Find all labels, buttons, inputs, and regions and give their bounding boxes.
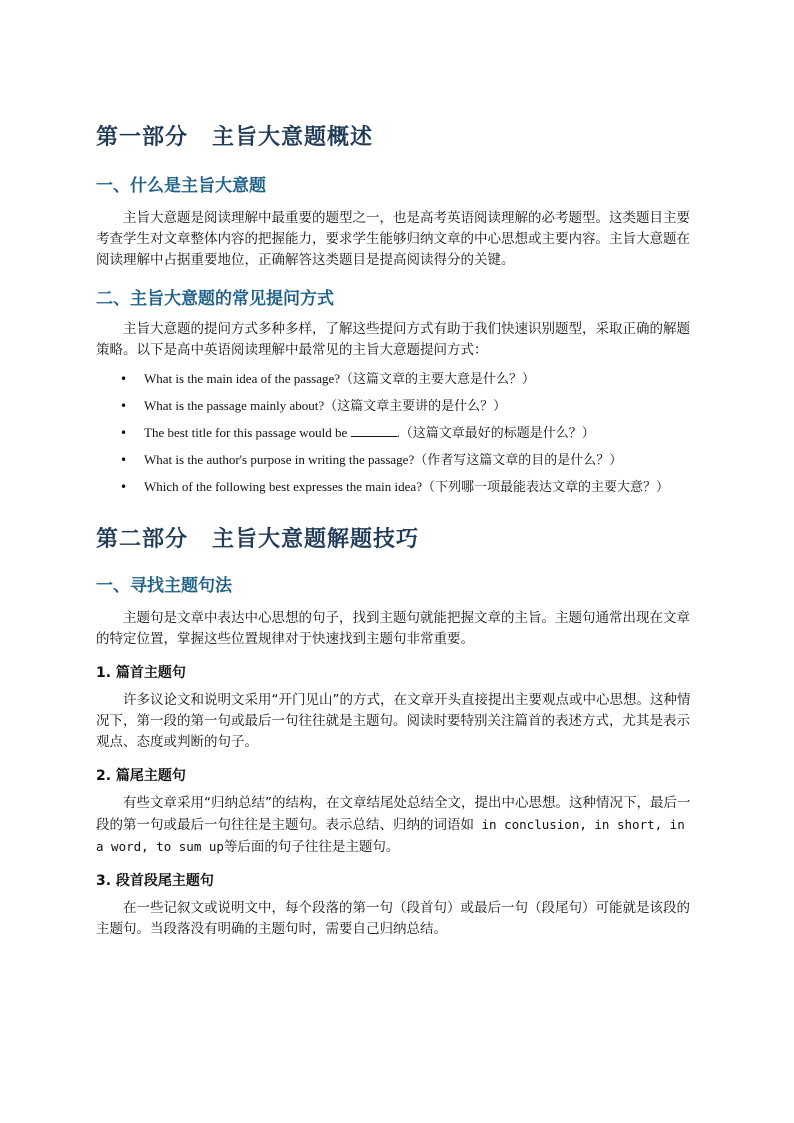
- part1-title: [96, 118, 696, 158]
- part2-sec1-paragraph: 主题句是文章中表达中心思想的句子，找到主题句就能把握文章的主旨。主题句通常出现在文章的特定位置，掌握这些位置规律对于快速找到主题句非常重要。: [96, 610, 690, 647]
- bullet-icon: •: [120, 480, 128, 494]
- sub3-paragraph: 在一些记叙文或说明文中，每个段落的第一句（段首句）或最后一句（段尾句）可能就是该段的主题句。当段落没有明确的主题句时，需要自己归纳总结。: [96, 900, 690, 937]
- part1-sec1-paragraph: 主旨大意题是阅读理解中最重要的题型之一，也是高考英语阅读理解的必考题型。这类题目主要考查学生对文章整体内容的把握能力，要求学生能够归纳文章的中心思想或主要内容。主旨大意题在阅读理解中占据重要地位，正确解答这类题目是提高阅读得分的关键。: [96, 210, 690, 268]
- sub2-text-a: 有些文章采用“归纳总结”的结构，在文章结尾处总结全文，提出中心思想。这种情况下，最后一段的第一句或最后一句往往是主题句。表示总结、归纳的词语如: [96, 795, 691, 833]
- list-item-english: What is the author's purpose in writing the passage?: [144, 452, 415, 467]
- bullet-icon: •: [120, 399, 128, 413]
- bullet-icon: •: [120, 426, 128, 440]
- list-item-period: .: [396, 425, 400, 440]
- sub2-heading: 2. 篇尾主题句: [96, 768, 186, 784]
- list-item: [96, 423, 696, 444]
- list-item-chinese: （作者写这篇文章的目的是什么？）: [414, 453, 623, 468]
- sub3-heading: 3. 段首段尾主题句: [96, 873, 214, 889]
- list-item-chinese: （这篇文章主要讲的是什么？）: [324, 399, 507, 414]
- part1-sec2-heading: 二、主旨大意题的常见提问方式: [96, 289, 334, 309]
- part2-title-number: 第二部分: [96, 527, 189, 552]
- part1-sec2-paragraph: 主旨大意题的提问方式多种多样，了解这些提问方式有助于我们快速识别题型，采取正确的解题策略。以下是高中英语阅读理解中最常见的主旨大意题提问方式：: [96, 321, 690, 358]
- part1-sec1-heading: 一、什么是主旨大意题: [96, 176, 266, 196]
- part2-sec1-heading: 一、寻找主题句法: [96, 576, 232, 596]
- sub1-paragraph: 许多议论文和说明文采用“开门见山”的方式，在文章开头直接提出主要观点或中心思想。这种情况下，第一段的第一句或最后一句往往就是主题句。阅读时要特别关注篇首的表述方式，尤其是表示观点、态度或判断的句子。: [96, 692, 691, 750]
- list-item-english: The best title for this passage would be: [144, 425, 351, 440]
- list-item: [96, 396, 696, 417]
- part2-title: [96, 520, 696, 560]
- question-forms-list: [96, 369, 696, 498]
- sub2-paragraph: [96, 793, 696, 858]
- list-item: [96, 450, 696, 471]
- bullet-icon: •: [120, 372, 128, 386]
- sub2-text-b: 等后面的句子往往是主题句。: [223, 839, 400, 855]
- sub2-keywords: in conclusion, in short, in a word, to sum up: [96, 817, 685, 854]
- list-item: [96, 369, 696, 390]
- list-item-chinese: （这篇文章的主要大意是什么？）: [340, 372, 536, 387]
- part1-title-text: 主旨大意题概述: [212, 125, 374, 150]
- list-item-chinese: （下列哪一项最能表达文章的主要大意？）: [421, 480, 669, 495]
- list-item: [96, 477, 696, 498]
- sub1-heading: 1. 篇首主题句: [96, 665, 186, 681]
- document-page: [96, 118, 696, 940]
- list-item-chinese: （这篇文章最好的标题是什么？）: [399, 426, 595, 441]
- answer-blank: [351, 424, 397, 437]
- part1-title-number: 第一部分: [96, 125, 189, 150]
- list-item-english: What is the main idea of the passage?: [144, 371, 341, 386]
- list-item-english: What is the passage mainly about?: [144, 398, 325, 413]
- list-item-english: Which of the following best expresses the main idea?: [144, 479, 422, 494]
- bullet-icon: •: [120, 453, 128, 467]
- part2-title-text: 主旨大意题解题技巧: [212, 527, 420, 552]
